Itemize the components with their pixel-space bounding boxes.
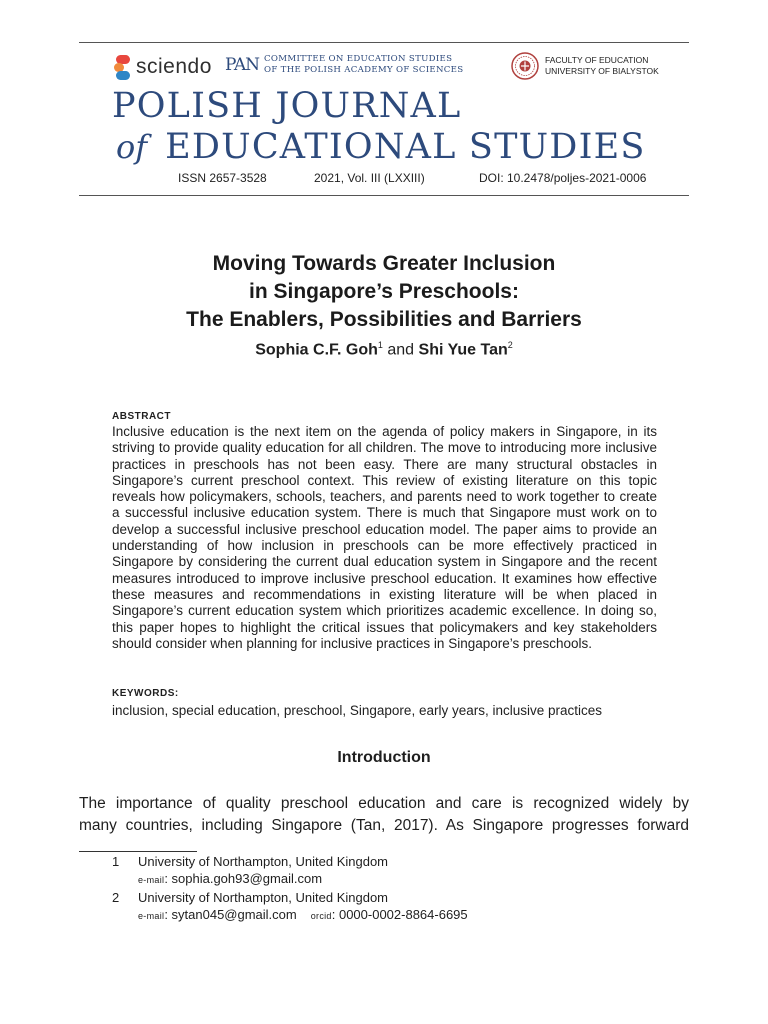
issn: ISSN 2657-3528 — [178, 171, 267, 185]
title-line-1: Moving Towards Greater Inclusion — [212, 252, 556, 275]
footnote-2 — [112, 890, 388, 905]
author-2: Shi Yue Tan — [418, 341, 508, 359]
footnote-2-email: : sytan045@gmail.com — [164, 907, 297, 922]
footnote-2-affiliation: University of Northampton, United Kingdom — [138, 890, 389, 905]
faculty-logo — [511, 52, 659, 80]
footnote-1-email: : sophia.goh93@gmail.com — [164, 871, 323, 886]
footnote-1-contact — [112, 871, 322, 886]
authors — [79, 340, 689, 359]
header-bottom-rule — [79, 195, 689, 196]
footnote-2-orcid-label: orcid — [310, 911, 332, 921]
footnote-2-email-label: e-mail — [138, 911, 165, 921]
author-1-note: 1 — [377, 340, 383, 350]
intro-line-1: The importance of quality preschool education and care is recognized widely by — [79, 795, 689, 812]
title-line-3: The Enablers, Possibilities and Barriers — [186, 308, 582, 331]
sciendo-mark-icon — [114, 54, 130, 80]
footnote-1-email-label: e-mail — [138, 875, 165, 885]
faculty-line-1: FACULTY OF EDUCATION — [545, 55, 649, 65]
faculty-line-2: UNIVERSITY OF BIALYSTOK — [545, 66, 659, 76]
footnote-1 — [112, 854, 388, 869]
volume: 2021, Vol. III (LXXIII) — [314, 171, 425, 185]
journal-title-line-2 — [116, 127, 646, 167]
introduction-paragraph — [79, 793, 689, 837]
footnote-rule — [79, 851, 197, 852]
footnote-2-contact — [112, 907, 468, 922]
author-2-note: 2 — [507, 340, 513, 350]
footnote-1-number: 1 — [112, 854, 120, 869]
journal-title-line-1: POLISH JOURNAL — [112, 86, 462, 126]
sciendo-wordmark: sciendo — [136, 55, 212, 78]
authors-and: and — [387, 341, 415, 359]
pan-logo — [225, 54, 463, 76]
footnote-2-number: 2 — [112, 890, 120, 905]
committee-line-1: COMMITTEE ON EDUCATION STUDIES — [264, 54, 453, 64]
abstract-text: Inclusive education is the next item on the agenda of policy makers in Singapore, in its striving to provide quality education for all children. The move to introducing more inclusive practices in preschools has not been easy. There are many structural obstacles in Singapore’s current preschool context. This review of existing literature on this topic reveals how policymakers, schools, teachers, and parents need to work together to create a successful inclusive education system. There is much that Singapore must work on to develop a successful inclusive preschool education model. The paper aims to provide an understanding of how inclusion in preschools can be more effectively practiced in Singapore by considering the current dual education system in Singapore and the recent measures introduced to improve inclusive preschool education. It examines how effective these measures and recommendations in existing literature will be when placed in Singapore’s current education system which prioritizes academic excellence. In doing so, this paper hopes to highlight the critical issues that policymakers and key stakeholders should consider when planning for inclusive practices in Singapore’s preschools. — [112, 424, 657, 651]
article-title — [79, 250, 689, 334]
header-logos — [79, 48, 689, 88]
committee-line-2: OF THE POLISH ACADEMY OF SCIENCES — [264, 65, 464, 75]
sciendo-logo — [114, 54, 212, 80]
introduction-heading: Introduction — [337, 749, 431, 766]
journal-title-of: of — [116, 128, 148, 166]
abstract-label: ABSTRACT — [112, 411, 171, 422]
keywords-label: KEYWORDS: — [112, 688, 179, 699]
keywords-text: inclusion, special education, preschool, Singapore, early years, inclusive practices — [112, 703, 603, 718]
university-seal-icon — [511, 52, 539, 80]
journal-title-main: EDUCATIONAL STUDIES — [165, 127, 646, 167]
pan-mark: PAN — [225, 54, 260, 75]
top-rule — [79, 42, 689, 43]
doi: DOI: 10.2478/poljes-2021-0006 — [479, 171, 647, 185]
footnote-2-orcid: : 0000-0002-8864-6695 — [331, 907, 468, 922]
footnote-1-affiliation: University of Northampton, United Kingdom — [138, 854, 389, 869]
author-1: Sophia C.F. Goh — [255, 341, 378, 359]
intro-line-2: many countries, including Singapore (Tan, 2017). As Singapore progresses forward — [79, 817, 689, 834]
title-line-2: in Singapore’s Preschools: — [249, 280, 519, 303]
